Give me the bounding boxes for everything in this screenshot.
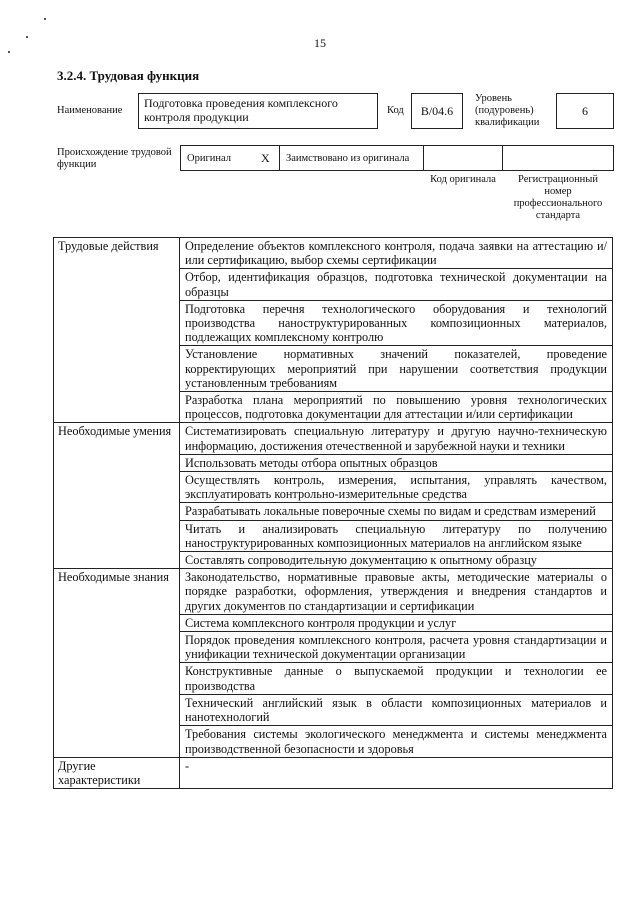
table-cell: - xyxy=(180,757,613,788)
table-cell: Система комплексного контроля продукции и услуг xyxy=(180,614,613,631)
table-cell: Определение объектов комплексного контроля, подача заявки на аттестацию и/или сертификацию, выбор схемы сертификации xyxy=(180,238,613,269)
original-code-caption: Код оригинала xyxy=(430,174,496,185)
row-header: Другие характеристики xyxy=(54,757,180,788)
page-number: 15 xyxy=(314,36,326,50)
table-row xyxy=(54,238,613,269)
scan-mark xyxy=(8,51,10,53)
original-mark: X xyxy=(261,151,270,165)
row-header: Необходимые знания xyxy=(54,569,180,757)
original-label: Оригинал xyxy=(187,153,231,164)
scan-mark xyxy=(44,18,46,20)
table-cell: Систематизировать специальную литературу и другую научно-техническую информацию, достижения отечественной и зарубежной науки и техники xyxy=(180,423,613,454)
table-cell: Составлять сопроводительную документацию к опытному образцу xyxy=(180,552,613,569)
section-title: 3.2.4. Трудовая функция xyxy=(57,68,200,83)
table-cell: Разработка плана мероприятий по повышению уровня технологических процессов, подготовка документации для аттестации и/или сертификации xyxy=(180,392,613,423)
row-header: Трудовые действия xyxy=(54,238,180,423)
original-cell xyxy=(180,145,280,171)
table-cell: Осуществлять контроль, измерения, испытания, управлять качеством, эксплуатировать контрольно-измерительные средства xyxy=(180,472,613,503)
borrowed-cell xyxy=(279,145,424,171)
code-value-box xyxy=(411,93,463,129)
table-cell: Читать и анализировать специальную литературу по получению наноструктурированных композиционных материалов на английском языке xyxy=(180,520,613,551)
table-cell: Конструктивные данные о выпускаемой продукции и технологии ее производства xyxy=(180,663,613,694)
level-value-box xyxy=(556,93,614,129)
table-row xyxy=(54,757,613,788)
registration-number-cell xyxy=(502,145,614,171)
name-value: Подготовка проведения комплексного контроля продукции xyxy=(144,96,338,124)
table-cell: Законодательство, нормативные правовые акты, методические материалы о порядке разработки, оформления, утверждения и внедрения стандартов и других документов по стандартизации и сертификации xyxy=(180,569,613,615)
table-cell: Использовать методы отбора опытных образцов xyxy=(180,454,613,471)
code-label: Код xyxy=(387,105,404,116)
labor-function-table xyxy=(53,237,613,789)
origin-label: Происхождение трудовой функции xyxy=(57,147,172,170)
name-value-box xyxy=(138,93,378,129)
name-label: Наименование xyxy=(57,105,123,116)
level-label: Уровень (подуровень) квалификации xyxy=(475,93,540,128)
table-cell: Подготовка перечня технологического оборудования и технологий производства наноструктурированных композиционных материалов, подлежащих комплексному контролю xyxy=(180,300,613,346)
table-cell: Отбор, идентификация образцов, подготовка технической документации на образцы xyxy=(180,269,613,300)
borrowed-label: Заимствовано из оригинала xyxy=(286,153,410,164)
original-code-cell xyxy=(423,145,503,171)
table-cell: Порядок проведения комплексного контроля, расчета уровня стандартизации и унификации технической документации организации xyxy=(180,632,613,663)
level-value: 6 xyxy=(582,104,588,118)
code-value: B/04.6 xyxy=(420,104,454,118)
table-row xyxy=(54,569,613,615)
table-row xyxy=(54,423,613,454)
table-cell: Установление нормативных значений показателей, проведение корректирующих мероприятий при нарушении соответствия продукции установленным требованиям xyxy=(180,346,613,392)
table-cell: Разрабатывать локальные поверочные схемы по видам и средствам измерений xyxy=(180,503,613,520)
row-header: Необходимые умения xyxy=(54,423,180,569)
table-cell: Технический английский язык в области композиционных материалов и нанотехнологий xyxy=(180,694,613,725)
table-cell: Требования системы экологического менеджмента и системы менеджмента производственной безопасности и здоровья xyxy=(180,726,613,757)
registration-caption: Регистрационный номер профессионального стандарта xyxy=(513,174,603,221)
